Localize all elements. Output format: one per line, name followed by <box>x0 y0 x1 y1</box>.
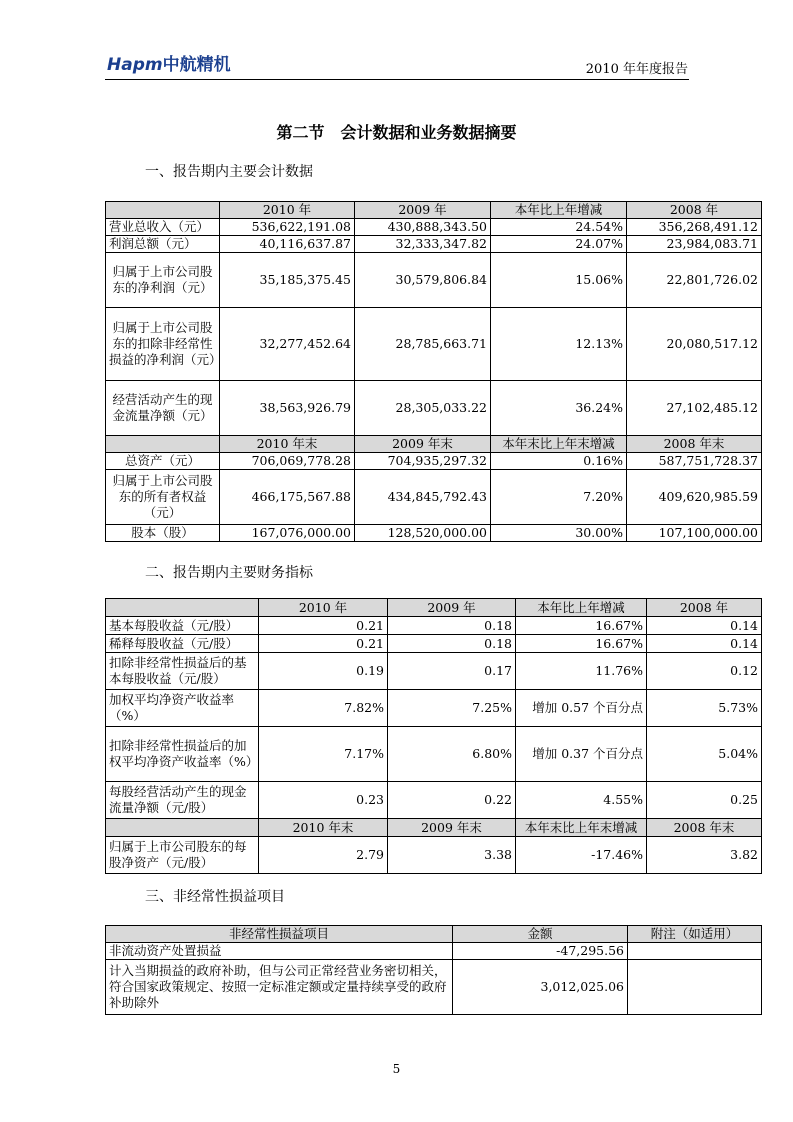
row-label: 加权平均净资产收益率（%） <box>106 690 259 727</box>
value-cell: 0.14 <box>647 635 762 653</box>
value-cell: 24.07% <box>491 236 627 253</box>
header-cell: 金额 <box>453 926 628 943</box>
value-cell: 0.16% <box>491 453 627 470</box>
table-row <box>106 782 762 819</box>
table-row <box>106 308 762 381</box>
row-label: 经营活动产生的现金流量净额（元） <box>106 381 220 436</box>
value-cell: 27,102,485.12 <box>627 381 762 436</box>
value-cell: 5.04% <box>647 727 762 782</box>
row-label: 非流动资产处置损益 <box>106 943 453 960</box>
value-cell: 7.25% <box>388 690 516 727</box>
value-cell: 0.18 <box>388 617 516 635</box>
header-cell <box>106 436 220 453</box>
value-cell: 107,100,000.00 <box>627 525 762 542</box>
value-cell: 167,076,000.00 <box>220 525 355 542</box>
header-cell: 2008 年末 <box>627 436 762 453</box>
header-cell: 2008 年 <box>647 599 762 617</box>
value-cell: 0.18 <box>388 635 516 653</box>
row-label: 归属于上市公司股东的每股净资产（元/股） <box>106 837 259 874</box>
value-cell: 706,069,778.28 <box>220 453 355 470</box>
header-cell: 2010 年 <box>220 202 355 219</box>
header-cell: 2009 年末 <box>388 819 516 837</box>
report-year-header: 2010 年年度报告 <box>585 62 688 77</box>
table-row <box>106 837 762 874</box>
note-cell <box>628 943 762 960</box>
row-label: 扣除非经常性损益后的基本每股收益（元/股） <box>106 653 259 690</box>
value-cell: 0.23 <box>259 782 388 819</box>
row-label: 归属于上市公司股东的所有者权益（元） <box>106 470 220 525</box>
company-logo: Hapm中航精机 <box>107 55 231 75</box>
header-cell <box>106 819 259 837</box>
value-cell: 30,579,806.84 <box>355 253 491 308</box>
value-cell: 38,563,926.79 <box>220 381 355 436</box>
row-label: 总资产（元） <box>106 453 220 470</box>
value-cell: 2.79 <box>259 837 388 874</box>
header-cell: 2008 年末 <box>647 819 762 837</box>
header-cell: 2009 年末 <box>355 436 491 453</box>
subsection-heading-nonrecurring-items: 三、非经常性损益项目 <box>145 889 285 905</box>
subsection-heading-financial-indicators: 二、报告期内主要财务指标 <box>145 565 313 581</box>
header-cell: 附注（如适用） <box>628 926 762 943</box>
value-cell: 466,175,567.88 <box>220 470 355 525</box>
header-rule <box>105 79 689 80</box>
header-cell: 非经常性损益项目 <box>106 926 453 943</box>
row-label: 利润总额（元） <box>106 236 220 253</box>
value-cell: 4.55% <box>516 782 647 819</box>
row-label: 每股经营活动产生的现金流量净额（元/股） <box>106 782 259 819</box>
value-cell: 0.19 <box>259 653 388 690</box>
value-cell: 587,751,728.37 <box>627 453 762 470</box>
value-cell: -17.46% <box>516 837 647 874</box>
value-cell: 23,984,083.71 <box>627 236 762 253</box>
table-row <box>106 525 762 542</box>
header-cell: 本年末比上年末增减 <box>491 436 627 453</box>
value-cell: 20,080,517.12 <box>627 308 762 381</box>
value-cell: 409,620,985.59 <box>627 470 762 525</box>
value-cell: 增加 0.37 个百分点 <box>516 727 647 782</box>
value-cell: 增加 0.57 个百分点 <box>516 690 647 727</box>
value-cell: 16.67% <box>516 617 647 635</box>
value-cell: 7.17% <box>259 727 388 782</box>
header-cell: 2008 年 <box>627 202 762 219</box>
value-cell: 0.21 <box>259 635 388 653</box>
value-cell: 12.13% <box>491 308 627 381</box>
value-cell: 35,185,375.45 <box>220 253 355 308</box>
value-cell: 16.67% <box>516 635 647 653</box>
page-number: 5 <box>392 1062 401 1076</box>
value-cell: -47,295.56 <box>453 943 628 960</box>
row-label: 股本（股） <box>106 525 220 542</box>
value-cell: 0.14 <box>647 617 762 635</box>
value-cell: 5.73% <box>647 690 762 727</box>
nonrecurring-items-table <box>105 925 762 1015</box>
table-row <box>106 236 762 253</box>
value-cell: 0.21 <box>259 617 388 635</box>
row-label: 基本每股收益（元/股） <box>106 617 259 635</box>
table-row <box>106 219 762 236</box>
value-cell: 536,622,191.08 <box>220 219 355 236</box>
value-cell: 0.12 <box>647 653 762 690</box>
value-cell: 6.80% <box>388 727 516 782</box>
value-cell: 24.54% <box>491 219 627 236</box>
header-cell <box>106 202 220 219</box>
value-cell: 15.06% <box>491 253 627 308</box>
table-row <box>106 453 762 470</box>
table-row <box>106 653 762 690</box>
value-cell: 30.00% <box>491 525 627 542</box>
value-cell: 7.20% <box>491 470 627 525</box>
row-label: 营业总收入（元） <box>106 219 220 236</box>
table-row <box>106 617 762 635</box>
value-cell: 28,785,663.71 <box>355 308 491 381</box>
value-cell: 7.82% <box>259 690 388 727</box>
header-cell: 2009 年 <box>388 599 516 617</box>
header-cell: 本年末比上年末增减 <box>516 819 647 837</box>
header-cell: 2009 年 <box>355 202 491 219</box>
value-cell: 40,116,637.87 <box>220 236 355 253</box>
row-label: 扣除非经常性损益后的加权平均净资产收益率（%） <box>106 727 259 782</box>
value-cell: 434,845,792.43 <box>355 470 491 525</box>
table-row <box>106 381 762 436</box>
value-cell: 0.17 <box>388 653 516 690</box>
value-cell: 22,801,726.02 <box>627 253 762 308</box>
value-cell: 3.82 <box>647 837 762 874</box>
table-row <box>106 470 762 525</box>
table-row <box>106 943 762 960</box>
accounting-data-table <box>105 201 762 542</box>
subsection-heading-accounting-data: 一、报告期内主要会计数据 <box>145 164 313 180</box>
header-cell: 2010 年 <box>259 599 388 617</box>
value-cell: 11.76% <box>516 653 647 690</box>
value-cell: 128,520,000.00 <box>355 525 491 542</box>
note-cell <box>628 960 762 1015</box>
value-cell: 704,935,297.32 <box>355 453 491 470</box>
value-cell: 32,277,452.64 <box>220 308 355 381</box>
header-cell: 本年比上年增减 <box>491 202 627 219</box>
header-cell <box>106 599 259 617</box>
header-cell: 2010 年末 <box>259 819 388 837</box>
value-cell: 430,888,343.50 <box>355 219 491 236</box>
value-cell: 36.24% <box>491 381 627 436</box>
value-cell: 28,305,033.22 <box>355 381 491 436</box>
value-cell: 0.22 <box>388 782 516 819</box>
row-label: 归属于上市公司股东的扣除非经常性损益的净利润（元） <box>106 308 220 381</box>
value-cell: 3.38 <box>388 837 516 874</box>
table-row <box>106 690 762 727</box>
row-label: 稀释每股收益（元/股） <box>106 635 259 653</box>
row-label: 计入当期损益的政府补助，但与公司正常经营业务密切相关，符合国家政策规定、按照一定标准定额或定量持续享受的政府补助除外 <box>106 960 453 1015</box>
financial-indicators-table <box>105 598 762 874</box>
table-row <box>106 635 762 653</box>
value-cell: 3,012,025.06 <box>453 960 628 1015</box>
section-title: 第二节 会计数据和业务数据摘要 <box>276 123 517 142</box>
table-row <box>106 727 762 782</box>
row-label: 归属于上市公司股东的净利润（元） <box>106 253 220 308</box>
table-row <box>106 253 762 308</box>
value-cell: 356,268,491.12 <box>627 219 762 236</box>
header-cell: 2010 年末 <box>220 436 355 453</box>
value-cell: 0.25 <box>647 782 762 819</box>
value-cell: 32,333,347.82 <box>355 236 491 253</box>
table-row <box>106 960 762 1015</box>
header-cell: 本年比上年增减 <box>516 599 647 617</box>
